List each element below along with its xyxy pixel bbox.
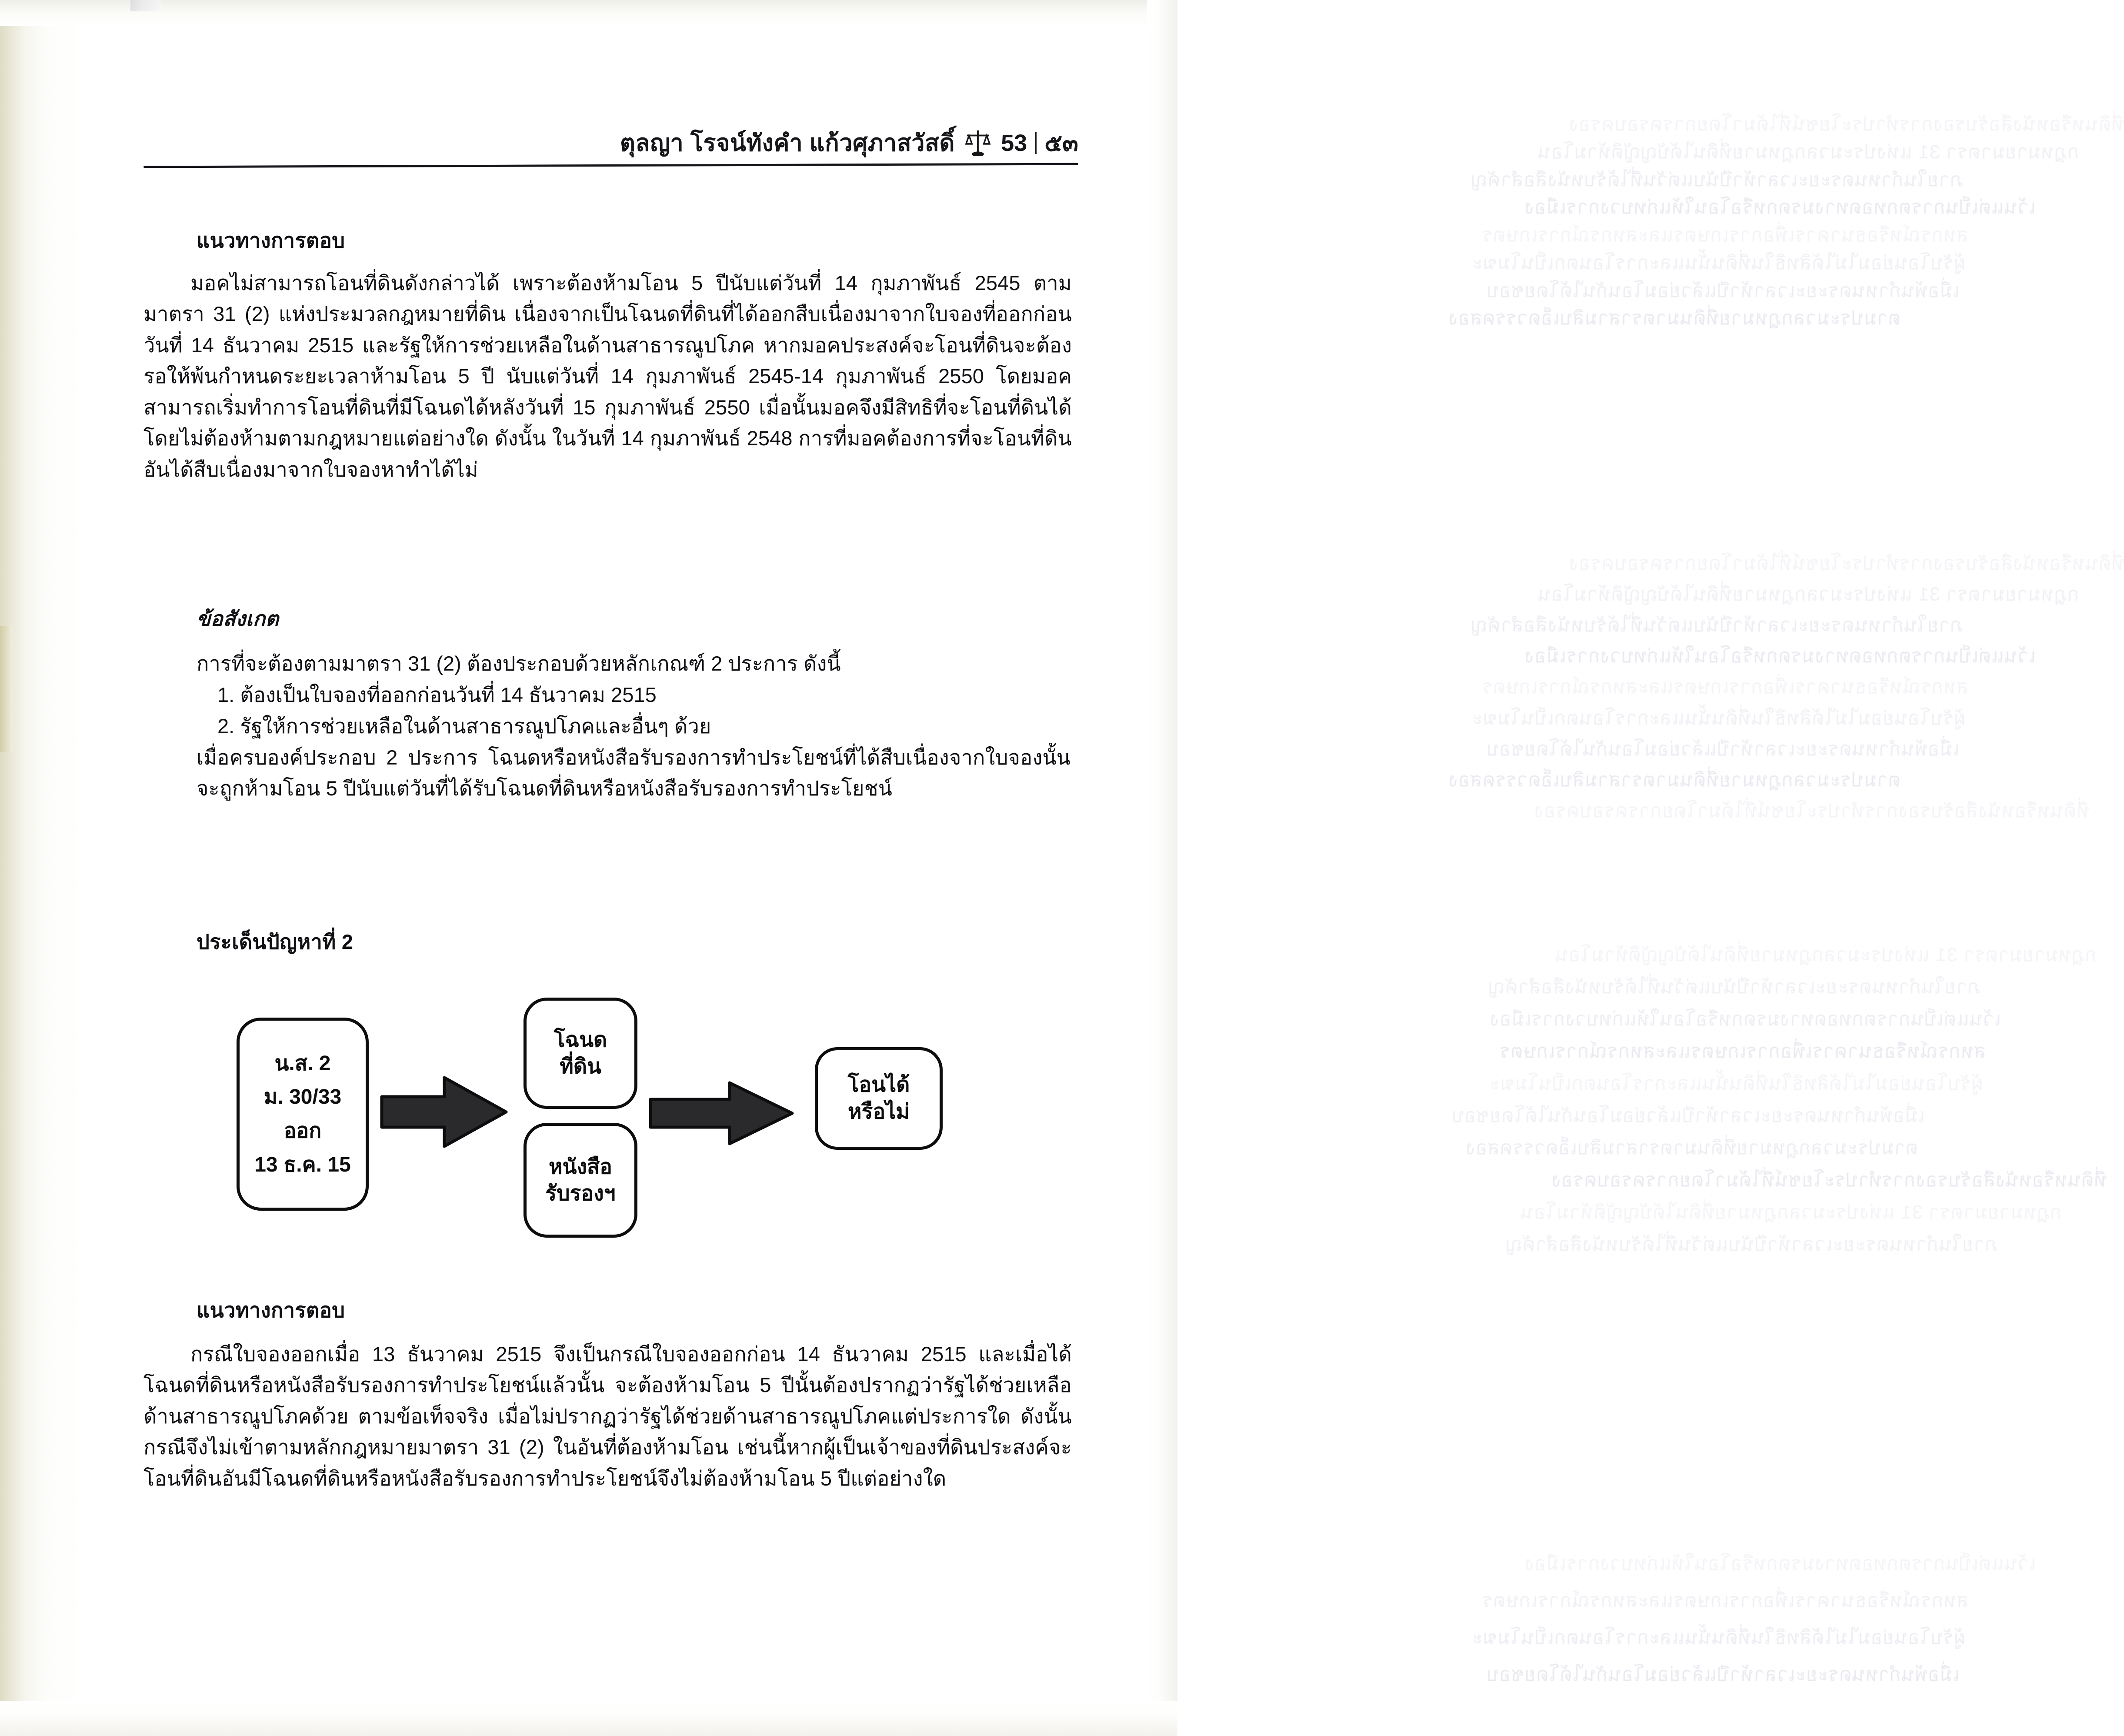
arrow-right-icon-2 bbox=[648, 1078, 796, 1148]
running-head bbox=[191, 129, 1078, 155]
bleed-through-line: ภายในกำหนดระยะเวลาห้าปีนับแต่วันที่ได้รับหนังสือสำคัญ bbox=[1470, 614, 1963, 636]
diagram-node-result bbox=[815, 1047, 943, 1150]
bleed-through-line: ผู้รับโอนย่อมไม่ได้สิทธิในที่ดินนั้นและการโอนตกเป็นโมฆะ bbox=[1489, 1073, 1983, 1094]
bleed-through-line: เว้นแต่เป็นการตกทอดทางมรดกหรือโอนให้แก่ทบวงการเมือง bbox=[1489, 1008, 2001, 1030]
node-line: ที่ดิน bbox=[560, 1055, 601, 1078]
bleed-through-line: ภายในกำหนดระยะเวลาห้าปีนับแต่วันที่ได้รับหนังสือสำคัญ bbox=[1488, 976, 1981, 998]
observation-lead: การที่จะต้องตามมาตรา 31 (2) ต้องประกอบด้วยหลักเกณฑ์ 2 ประการ ดังนี้ bbox=[197, 652, 841, 675]
bleed-through-line: สหกรณ์หรือธนาคารเพื่อการเกษตรและสหกรณ์การเกษตร bbox=[1482, 224, 1969, 246]
bleed-through-line: กฎหมายมาตรา 31 แห่งประมวลกฎหมายที่ดินได้บัญญัติห้ามโอน bbox=[1537, 584, 2079, 605]
folio-thai: ๕๓ bbox=[1044, 130, 1078, 156]
bleed-through-line: สหกรณ์หรือธนาคารเพื่อการเกษตรและสหกรณ์การเกษตร bbox=[1482, 676, 1969, 698]
bleed-through-line: เว้นแต่เป็นการตกทอดทางมรดกหรือโอนให้แก่ทบวงการเมือง bbox=[1524, 645, 2036, 667]
diagram-node-nor-sor-2 bbox=[237, 1018, 369, 1211]
node-line: 13 ธ.ค. 15 bbox=[254, 1153, 351, 1176]
bleed-through-line: กฎหมายมาตรา 31 แห่งประมวลกฎหมายที่ดินได้บัญญัติห้ามโอน bbox=[1537, 141, 2079, 163]
bleed-through-line: ผู้รับโอนย่อมไม่ได้สิทธิในที่ดินนั้นและการโอนตกเป็นโมฆะ bbox=[1471, 252, 1965, 274]
node-line: โอนได้ bbox=[847, 1073, 910, 1096]
bleed-through-line: กฎหมายมาตรา 31 แห่งประมวลกฎหมายที่ดินได้บัญญัติห้ามโอน bbox=[1520, 1202, 2062, 1223]
running-head-rule bbox=[143, 163, 1078, 168]
folio-arabic: 53 bbox=[1001, 130, 1027, 156]
observation-item-1: 1. ต้องเป็นใบจองที่ออกก่อนวันที่ 14 ธันวาคม 2515 bbox=[217, 683, 657, 706]
bleed-through-line: ตามประมวลกฎหมายที่ดินมาตราสามสิบเอ็ดวรรคสอง bbox=[1465, 1137, 1918, 1158]
heading-answer-guide-1: แนวทางการตอบ bbox=[197, 229, 345, 252]
bleed-through-line: สหกรณ์หรือธนาคารเพื่อการเกษตรและสหกรณ์การเกษตร bbox=[1499, 1041, 1986, 1062]
diagram-node-chanot bbox=[523, 998, 637, 1109]
bleed-through-line: ที่ดินหรือหนังสือรับรองการทำประโยชน์ที่ได้มาโดยการครอบครอง bbox=[1534, 800, 2090, 821]
page-folio bbox=[1001, 131, 1078, 155]
node-line: ม. 30/33 bbox=[263, 1085, 342, 1109]
bleed-through-line: ที่ดินหรือหนังสือรับรองการทำประโยชน์ที่ได้มาโดยการครอบครอง bbox=[1568, 114, 2124, 135]
observation-closing: เมื่อครบองค์ประกอบ 2 ประการ โฉนดหรือหนังสือรับรองการทำประโยชน์ที่ได้สืบเนื่องจากใบจองนั้นจะถูกห้ามโอน 5 ปีนับแต่วันที่ได้รับโฉนดที่ดินหรือหนังสือรับรองการทำประโยชน์ bbox=[197, 746, 1070, 800]
bleed-through-line: ผู้รับโอนย่อมไม่ได้สิทธิในที่ดินนั้นและการโอนตกเป็นโมฆะ bbox=[1471, 1627, 1965, 1648]
node-line: โฉนด bbox=[554, 1028, 607, 1052]
node-line: หนังสือ bbox=[548, 1155, 612, 1178]
bleed-through-line: เมื่อพ้นกำหนดระยะเวลาห้าปีแล้วย่อมโอนกันได้โดยชอบ bbox=[1486, 738, 1960, 760]
bleed-through-line: ภายในกำหนดระยะเวลาห้าปีนับแต่วันที่ได้รับหนังสือสำคัญ bbox=[1470, 169, 1963, 190]
bleed-through-line: เมื่อพ้นกำหนดระยะเวลาห้าปีแล้วย่อมโอนกันได้โดยชอบ bbox=[1486, 1664, 1960, 1685]
diagram-node-nangsue-rabrong bbox=[523, 1123, 637, 1238]
bleed-through-line: เมื่อพ้นกำหนดระยะเวลาห้าปีแล้วย่อมโอนกันได้โดยชอบ bbox=[1486, 280, 1960, 301]
paragraph-answer-guide-2 bbox=[143, 1339, 1072, 1494]
bleed-through-line: ที่ดินหรือหนังสือรับรองการทำประโยชน์ที่ได้มาโดยการครอบครอง bbox=[1568, 553, 2124, 574]
node-line: ออก bbox=[283, 1119, 322, 1142]
paragraph-answer-guide-1 bbox=[143, 267, 1072, 485]
bleed-through-line: กฎหมายมาตรา 31 แห่งประมวลกฎหมายที่ดินได้บัญญัติห้ามโอน bbox=[1554, 944, 2097, 965]
bleed-through-line: เว้นแต่เป็นการตกทอดทางมรดกหรือโอนให้แก่ทบวงการเมือง bbox=[1524, 197, 2036, 218]
bleed-through-line: ตามประมวลกฎหมายที่ดินมาตราสามสิบเอ็ดวรรคสอง bbox=[1448, 307, 1901, 329]
paragraph-answer-guide-2-text: กรณีใบจองออกเมื่อ 13 ธันวาคม 2515 จึงเป็นกรณีใบจองออกก่อน 14 ธันวาคม 2515 และเมื่อได้โฉนดที่ดินหรือหนังสือรับรองการทำประโยชน์แล้วนั้น จะต้องห้ามโอน 5 ปีนั้นต้องปรากฏว่ารัฐได้ช่วยเหลือด้านสาธารณูปโภคด้วย ตามข้อเท็จจริง เมื่อไม่ปรากฏว่ารัฐได้ช่วยด้านสาธารณูปโภคแต่ประการใด ดังนั้น กรณีจึงไม่เข้าตามหลักกฎหมายมาตรา 31 (2) ในอันที่ต้องห้ามโอน เช่นนี้หากผู้เป็นเจ้าของที่ดินประสงค์จะโอนที่ดินอันมีโฉนดที่ดินหรือหนังสือรับรองการทำประโยชน์จึงไม่ต้องห้ามโอน 5 ปีแต่อย่างใด bbox=[143, 1342, 1072, 1490]
node-line: น.ส. 2 bbox=[274, 1052, 331, 1075]
bleed-through-line: ตามประมวลกฎหมายที่ดินมาตราสามสิบเอ็ดวรรคสอง bbox=[1448, 769, 1901, 791]
arrow-right-icon-1 bbox=[379, 1071, 510, 1153]
node-line: หรือไม่ bbox=[847, 1100, 910, 1123]
paragraph-answer-guide-1-text: มอคไม่สามารถโอนที่ดินดังกล่าวได้ เพราะต้องห้ามโอน 5 ปีนับแต่วันที่ 14 กุมภาพันธ์ 2545 ตามมาตรา 31 (2) แห่งประมวลกฎหมายที่ดิน เนื่องจากเป็นโฉนดที่ดินที่ได้ออกสืบเนื่องมาจากใบจองที่ออกก่อนวันที่ 14 ธันวาคม 2515 และรัฐให้การช่วยเหลือในด้านสาธารณูปโภค หากมอคประสงค์จะโอนที่ดินจะต้องรอให้พ้นกำหนดระยะเวลาห้ามโอน 5 ปี นับแต่วันที่ 14 กุมภาพันธ์ 2545-14 กุมภาพันธ์ 2550 โดยมอคสามารถเริ่มทำการโอนที่ดินที่มีโฉนดได้หลังวันที่ 15 กุมภาพันธ์ 2550 เมื่อนั้นมอคจึงมีสิทธิที่จะโอนที่ดินได้โดยไม่ต้องห้ามตามกฎหมายแต่อย่างใด ดังนั้น ในวันที่ 14 กุมภาพันธ์ 2548 การที่มอคต้องการที่จะโอนที่ดินอันได้สืบเนื่องมาจากใบจองหาทำได้ไม่ bbox=[143, 271, 1072, 481]
scales-of-justice-icon bbox=[964, 129, 991, 157]
bleed-through-line: เว้นแต่เป็นการตกทอดทางมรดกหรือโอนให้แก่ทบวงการเมือง bbox=[1524, 1553, 2036, 1574]
flow-diagram bbox=[209, 996, 983, 1226]
heading-answer-guide-2: แนวทางการตอบ bbox=[197, 1299, 345, 1322]
observation-item-2: 2. รัฐให้การช่วยเหลือในด้านสาธารณูปโภคและอื่นๆ ด้วย bbox=[217, 714, 711, 738]
heading-observation: ข้อสังเกต bbox=[197, 607, 279, 630]
bleed-through-line: ที่ดินหรือหนังสือรับรองการทำประโยชน์ที่ได้มาโดยการครอบครอง bbox=[1551, 1169, 2107, 1191]
bleed-through-line: ผู้รับโอนย่อมไม่ได้สิทธิในที่ดินนั้นและการโอนตกเป็นโมฆะ bbox=[1471, 707, 1965, 729]
folio-separator bbox=[1035, 132, 1037, 154]
running-head-author: ตุลญา โรจน์ทังคำ แก้วศุภาสวัสดิ์ bbox=[620, 130, 955, 156]
bleed-through-line: ภายในกำหนดระยะเวลาห้าปีนับแต่วันที่ได้รับหนังสือสำคัญ bbox=[1505, 1234, 1998, 1255]
bleed-through-line: เมื่อพ้นกำหนดระยะเวลาห้าปีแล้วย่อมโอนกันได้โดยชอบ bbox=[1451, 1105, 1925, 1126]
node-line: รับรองฯ bbox=[545, 1182, 616, 1205]
bleed-through-line: สหกรณ์หรือธนาคารเพื่อการเกษตรและสหกรณ์การเกษตร bbox=[1482, 1590, 1969, 1611]
heading-issue-2: ประเด็นปัญหาที่ 2 bbox=[197, 930, 353, 953]
